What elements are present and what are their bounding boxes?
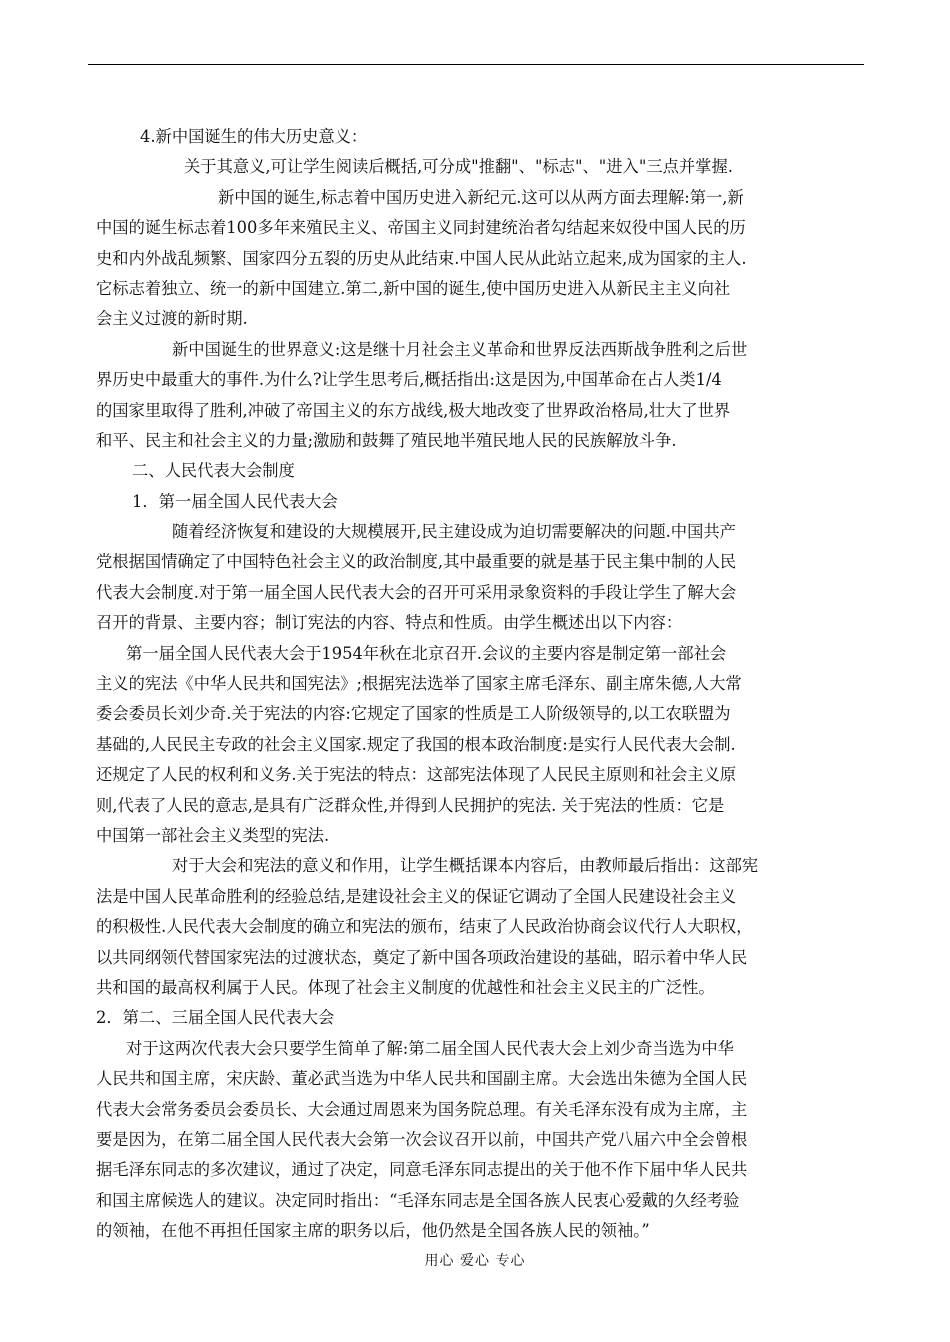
text-line: 中国的诞生标志着100多年来殖民主义、帝国主义同封建统治者勾结起来奴役中国人民的历 xyxy=(96,218,746,238)
document-body xyxy=(96,122,856,1246)
text-line: 中国第一部社会主义类型的宪法. xyxy=(96,825,330,845)
text-line: 会主义过渡的新时期. xyxy=(96,309,248,329)
text-line: 二、人民代表大会制度 xyxy=(132,461,295,481)
text-line: 则,代表了人民的意志,是具有广泛群众性,并得到人民拥护的宪法. 关于宪法的性质：它是 xyxy=(96,795,725,815)
text-line: 界历史中最重大的事件.为什么?让学生思考后,概括指出:这是因为,中国革命在占人类1/4 xyxy=(96,370,722,390)
header-rule xyxy=(88,64,864,65)
text-line: 代表大会制度.对于第一届全国人民代表大会的召开可采用录象资料的手段让学生了解大会 xyxy=(96,582,737,602)
text-line: 第一届全国人民代表大会于1954年秋在北京召开.会议的主要内容是制定第一部社会 xyxy=(126,643,727,663)
text-line: 还规定了人民的权利和义务.关于宪法的特点：这部宪法体现了人民民主原则和社会主义原 xyxy=(96,765,737,785)
text-line: 基础的,人民民主专政的社会主义国家.规定了我国的根本政治制度:是实行人民代表大会制. xyxy=(96,734,736,754)
text-line: 法是中国人民革命胜利的经验总结,是建设社会主义的保证它调动了全国人民建设社会主义 xyxy=(96,886,737,906)
text-line: 和国主席候选人的建议。决定同时指出：“毛泽东同志是全国各族人民衷心爱戴的久经考验 xyxy=(96,1190,740,1210)
text-line: 的积极性.人民代表大会制度的确立和宪法的颁布，结束了人民政治协商会议代行人大职权， xyxy=(96,917,753,937)
text-line: 主义的宪法《中华人民共和国宪法》;根据宪法选举了国家主席毛泽东、副主席朱德,人大常 xyxy=(96,674,742,694)
text-line: 人民共和国主席，宋庆龄、董必武当选为中华人民共和国副主席。大会选出朱德为全国人民 xyxy=(96,1069,748,1089)
text-line: 对于这两次代表大会只要学生简单了解:第二届全国人民代表大会上刘少奇当选为中华 xyxy=(126,1038,734,1058)
text-line: 以共同纲领代替国家宪法的过渡状态，奠定了新中国各项政治建设的基础，昭示着中华人民 xyxy=(96,947,748,967)
text-line: 委会委员长刘少奇.关于宪法的内容:它规定了国家的性质是工人阶级领导的,以工农联盟为 xyxy=(96,704,731,724)
text-line: 的国家里取得了胜利,冲破了帝国主义的东方战线,极大地改变了世界政治格局,壮大了世界 xyxy=(96,400,731,420)
text-line: 它标志着独立、统一的新中国建立.第二,新中国的诞生,使中国历史进入从新民主主义向社 xyxy=(96,278,731,298)
text-line: 史和内外战乱频繁、国家四分五裂的历史从此结束.中国人民从此站立起来,成为国家的主人. xyxy=(96,248,747,268)
text-line: 2．第二、三届全国人民代表大会 xyxy=(96,1008,335,1028)
text-line: 党根据国情确定了中国特色社会主义的政治制度,其中最重要的就是基于民主集中制的人民 xyxy=(96,552,737,572)
text-line: 新中国诞生的世界意义:这是继十月社会主义革命和世界反法西斯战争胜利之后世 xyxy=(172,339,748,359)
page-footer: 用心 爱心 专心 xyxy=(424,1253,526,1269)
text-line: 关于其意义,可让学生阅读后概括,可分成"推翻"、"标志"、"进入"三点并掌握. xyxy=(184,157,733,177)
text-line: 召开的背景、主要内容；制订宪法的内容、特点和性质。由学生概述出以下内容： xyxy=(96,613,683,633)
text-line: 新中国的诞生,标志着中国历史进入新纪元.这可以从两方面去理解:第一,新 xyxy=(218,187,744,207)
text-line: 和平、民主和社会主义的力量;激励和鼓舞了殖民地半殖民地人民的民族解放斗争. xyxy=(96,430,677,450)
text-line: 共和国的最高权利属于人民。体现了社会主义制度的优越性和社会主义民主的广泛性。 xyxy=(96,977,715,997)
text-line: 1．第一届全国人民代表大会 xyxy=(132,491,338,511)
text-line: 4.新中国诞生的伟大历史意义： xyxy=(140,127,368,146)
text-line: 代表大会常务委员会委员长、大会通过周恩来为国务院总理。有关毛泽东没有成为主席，主 xyxy=(96,1099,748,1119)
text-line: 的领袖，在他不再担任国家主席的职务以后，他仍然是全国各族人民的领袖。” xyxy=(96,1221,650,1241)
text-line: 对于大会和宪法的意义和作用，让学生概括课本内容后，由教师最后指出：这部宪 xyxy=(172,856,759,876)
text-line: 随着经济恢复和建设的大规模展开,民主建设成为迫切需要解决的问题.中国共产 xyxy=(172,522,736,542)
text-line: 据毛泽东同志的多次建议，通过了决定，同意毛泽东同志提出的关于他不作下届中华人民共 xyxy=(96,1160,748,1180)
text-line: 要是因为，在第二届全国人民代表大会第一次会议召开以前，中国共产党八届六中全会曾根 xyxy=(96,1129,748,1149)
